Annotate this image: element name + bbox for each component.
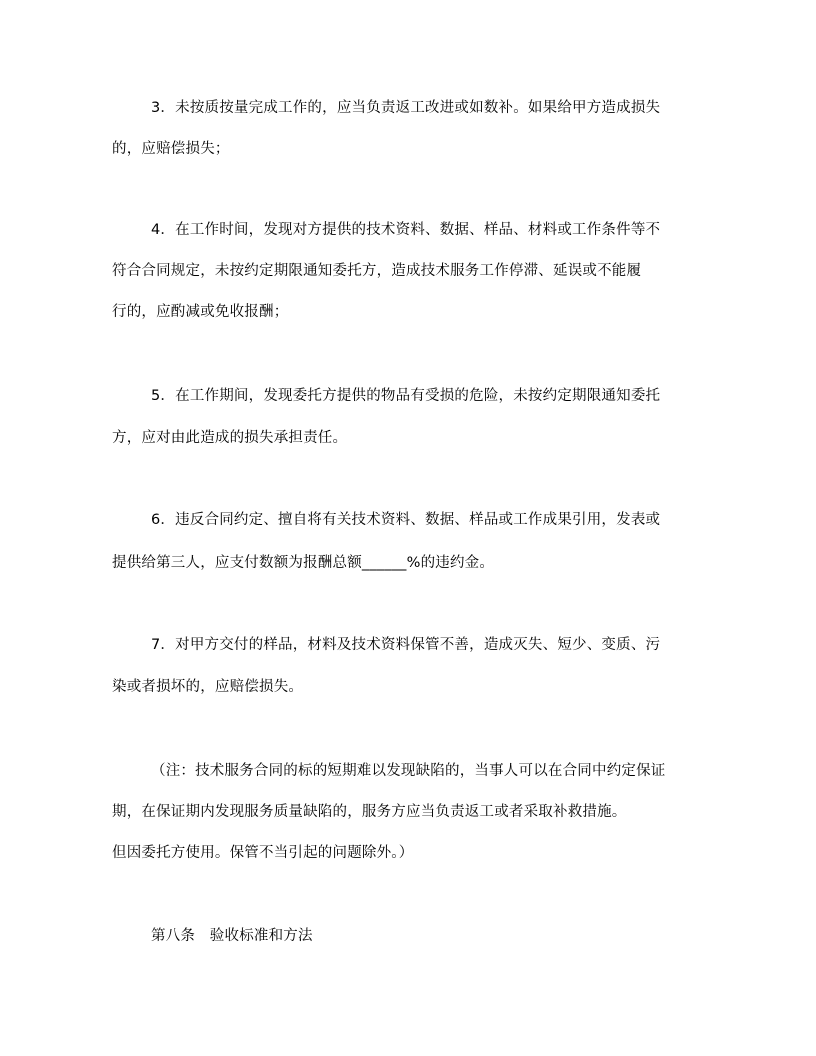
clause-3-line-2: 的，应赔偿损失； <box>112 141 230 157</box>
clause-5-line-2: 方，应对由此造成的损失承担责任。 <box>112 430 348 446</box>
clause-5-line-1: 5．在工作期间，发现委托方提供的物品有受损的危险，未按约定期限通知委托 <box>151 388 661 404</box>
note-line-1: （注：技术服务合同的标的短期难以发现缺陷的，当事人可以在合同中约定保证 <box>151 763 666 779</box>
clause-7-line-2: 染或者损坏的，应赔偿损失。 <box>112 679 304 695</box>
note-line-3: 但因委托方使用。保管不当引起的问题除外。） <box>112 845 414 861</box>
clause-4-line-3: 行的，应酌减或免收报酬； <box>112 304 289 320</box>
clause-4-line-1: 4．在工作时间，发现对方提供的技术资料、数据、样品、材料或工作条件等不 <box>151 222 661 238</box>
note-line-2: 期，在保证期内发现服务质量缺陷的，服务方应当负责返工或者采取补救措施。 <box>112 804 627 820</box>
clause-6-line-1: 6．违反合同约定、擅自将有关技术资料、数据、样品或工作成果引用，发表或 <box>151 512 661 528</box>
clause-4-line-2: 符合合同规定，未按约定期限通知委托方，造成技术服务工作停滞、延误或不能履 <box>112 263 642 279</box>
section-heading: 第八条 验收标准和方法 <box>151 928 313 944</box>
clause-6-line-2: 提供给第三人，应支付数额为报酬总额______%的违约金。 <box>112 555 495 571</box>
clause-7-line-1: 7．对甲方交付的样品，材料及技术资料保管不善，造成灭失、短少、变质、污 <box>151 637 661 653</box>
clause-3-line-1: 3．未按质按量完成工作的，应当负责返工改进或如数补。如果给甲方造成损失 <box>151 100 661 116</box>
